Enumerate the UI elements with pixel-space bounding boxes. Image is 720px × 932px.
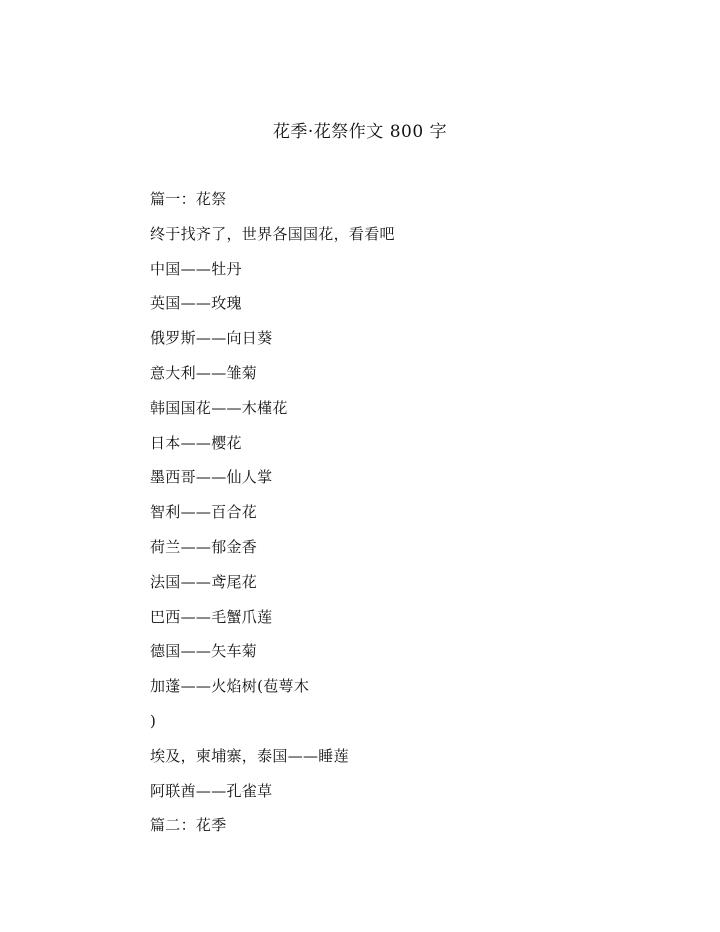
- document-title: 花季·花祭作文 800 字: [272, 122, 448, 142]
- list-item: 阿联酋——孔雀草: [150, 781, 273, 800]
- document-body: [150, 187, 670, 848]
- list-item: 意大利——雏菊: [150, 363, 258, 382]
- list-item: 巴西——毛蟹爪莲: [150, 607, 273, 626]
- list-item: 荷兰——郁金香: [150, 537, 258, 556]
- list-item: 德国——矢车菊: [150, 642, 258, 661]
- intro-line: 终于找齐了，世界各国国花，看看吧: [150, 224, 395, 243]
- list-item: 日本——樱花: [150, 433, 242, 452]
- list-item: 中国——牡丹: [150, 259, 242, 278]
- section-heading-2: 篇二：花季: [150, 816, 227, 835]
- section-heading-1: 篇一：花祭: [150, 190, 227, 208]
- list-item: 俄罗斯——向日葵: [150, 329, 273, 348]
- list-item: 法国——鸢尾花: [150, 572, 258, 591]
- list-item: 墨西哥——仙人掌: [150, 468, 273, 487]
- list-item: 智利——百合花: [150, 503, 258, 522]
- list-item: 埃及，柬埔寨，泰国——睡莲: [150, 746, 349, 765]
- list-item-continuation: ): [150, 711, 157, 730]
- list-item: 韩国国花——木槿花: [150, 398, 288, 417]
- list-item: 加蓬——火焰树(苞萼木: [150, 677, 310, 696]
- list-item: 英国——玫瑰: [150, 294, 242, 313]
